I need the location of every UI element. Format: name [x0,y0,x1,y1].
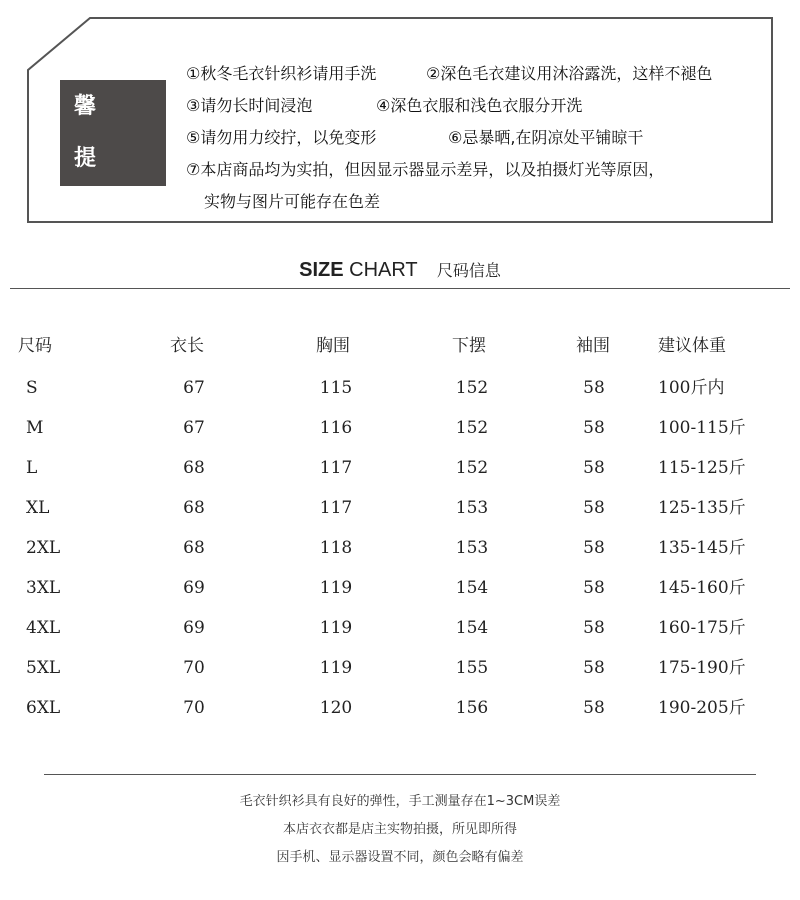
care-line-3 [186,122,776,154]
cell-chest: 119 [319,618,353,638]
cell-size: 5XL [26,658,61,678]
cell-sleeve: 58 [583,378,605,398]
cell-chest: 119 [319,658,353,678]
cell-length: 67 [183,378,205,398]
care-item-5: ⑤请勿用力绞拧，以免变形 [186,128,377,147]
footer-note-2: 本店衣衣都是店主实物拍摄，所见即所得 [282,822,517,837]
cell-chest: 117 [319,458,353,478]
table-row [0,488,800,528]
cell-sleeve: 58 [583,698,605,718]
cell-size: S [26,378,38,398]
footer-notes [0,788,800,872]
size-chart-title [0,258,800,282]
cell-length: 70 [183,658,205,678]
cell-sleeve: 58 [583,418,605,438]
cell-sleeve: 58 [583,498,605,518]
divider-bottom [44,774,756,775]
cell-length: 69 [183,618,205,638]
table-row [0,648,800,688]
cell-sleeve: 58 [583,658,605,678]
header-length: 衣长 [170,336,204,356]
cell-weight: 100-115斤 [658,418,746,438]
table-row [0,368,800,408]
divider-top [10,288,790,289]
notice-label [60,42,166,223]
footer-note-1: 毛衣针织衫具有良好的弹性，手工测量存在1~3CM误差 [239,794,561,809]
cell-hem: 155 [455,658,489,678]
notice-label-line-1: 温 馨 [74,42,111,119]
care-item-7-cont: 实物与图片可能存在色差 [204,192,381,211]
cell-chest: 115 [319,378,353,398]
cell-weight: 160-175斤 [658,618,746,638]
cell-size: XL [26,498,50,518]
cell-size: M [26,418,44,438]
cell-chest: 119 [319,578,353,598]
cell-chest: 120 [319,698,353,718]
cell-length: 67 [183,418,205,438]
cell-sleeve: 58 [583,618,605,638]
cell-size: 2XL [26,538,61,558]
cell-chest: 118 [319,538,353,558]
cell-length: 69 [183,578,205,598]
cell-hem: 156 [455,698,489,718]
cell-sleeve: 58 [583,538,605,558]
cell-hem: 154 [455,618,489,638]
table-row [0,408,800,448]
cell-weight: 135-145斤 [658,538,746,558]
cell-size: L [26,458,38,478]
header-hem: 下摆 [452,336,486,356]
cell-size: 4XL [26,618,61,638]
cell-weight: 175-190斤 [658,658,746,678]
cell-weight: 190-205斤 [658,698,746,718]
cell-chest: 116 [319,418,353,438]
cell-sleeve: 58 [583,458,605,478]
title-chart: CHART [349,259,418,281]
cell-size: 6XL [26,698,61,718]
cell-length: 68 [183,538,205,558]
cell-weight: 125-135斤 [658,498,746,518]
header-weight: 建议体重 [658,336,726,356]
title-size: SIZE [299,259,344,281]
cell-length: 68 [183,458,205,478]
table-header [0,328,800,368]
care-item-6: ⑥忌暴晒,在阴凉处平铺晾干 [448,128,644,147]
cell-sleeve: 58 [583,578,605,598]
cell-length: 70 [183,698,205,718]
table-row [0,608,800,648]
care-item-7: ⑦本店商品均为实拍，但因显示器显示差异，以及拍摄灯光等原因， [186,160,665,179]
table-row [0,448,800,488]
cell-weight: 145-160斤 [658,578,746,598]
header-chest: 胸围 [316,336,350,356]
table-row [0,528,800,568]
cell-weight: 100斤内 [658,378,725,398]
size-table [0,328,800,728]
cell-hem: 152 [455,378,489,398]
cell-hem: 152 [455,418,489,438]
care-item-1: ①秋冬毛衣针织衫请用手洗 [186,64,377,83]
cell-hem: 153 [455,538,489,558]
cell-hem: 153 [455,498,489,518]
care-line-1 [186,58,776,90]
cell-hem: 152 [455,458,489,478]
table-row [0,688,800,728]
care-item-2: ②深色毛衣建议用沐浴露洗，这样不褪色 [426,64,713,83]
care-item-3: ③请勿长时间浸泡 [186,96,313,115]
title-cn: 尺码信息 [436,261,501,280]
care-item-4: ④深色衣服和浅色衣服分开洗 [376,96,583,115]
header-sleeve: 袖围 [576,336,610,356]
table-row [0,568,800,608]
notice-label-line-2: 提 示 [74,146,111,223]
cell-chest: 117 [319,498,353,518]
cell-size: 3XL [26,578,61,598]
cell-hem: 154 [455,578,489,598]
care-line-2 [186,90,776,122]
cell-length: 68 [183,498,205,518]
cell-weight: 115-125斤 [658,458,746,478]
header-size: 尺码 [18,336,52,356]
footer-note-3: 因手机、显示器设置不同，颜色会略有偏差 [276,850,524,865]
care-instructions [186,58,776,218]
